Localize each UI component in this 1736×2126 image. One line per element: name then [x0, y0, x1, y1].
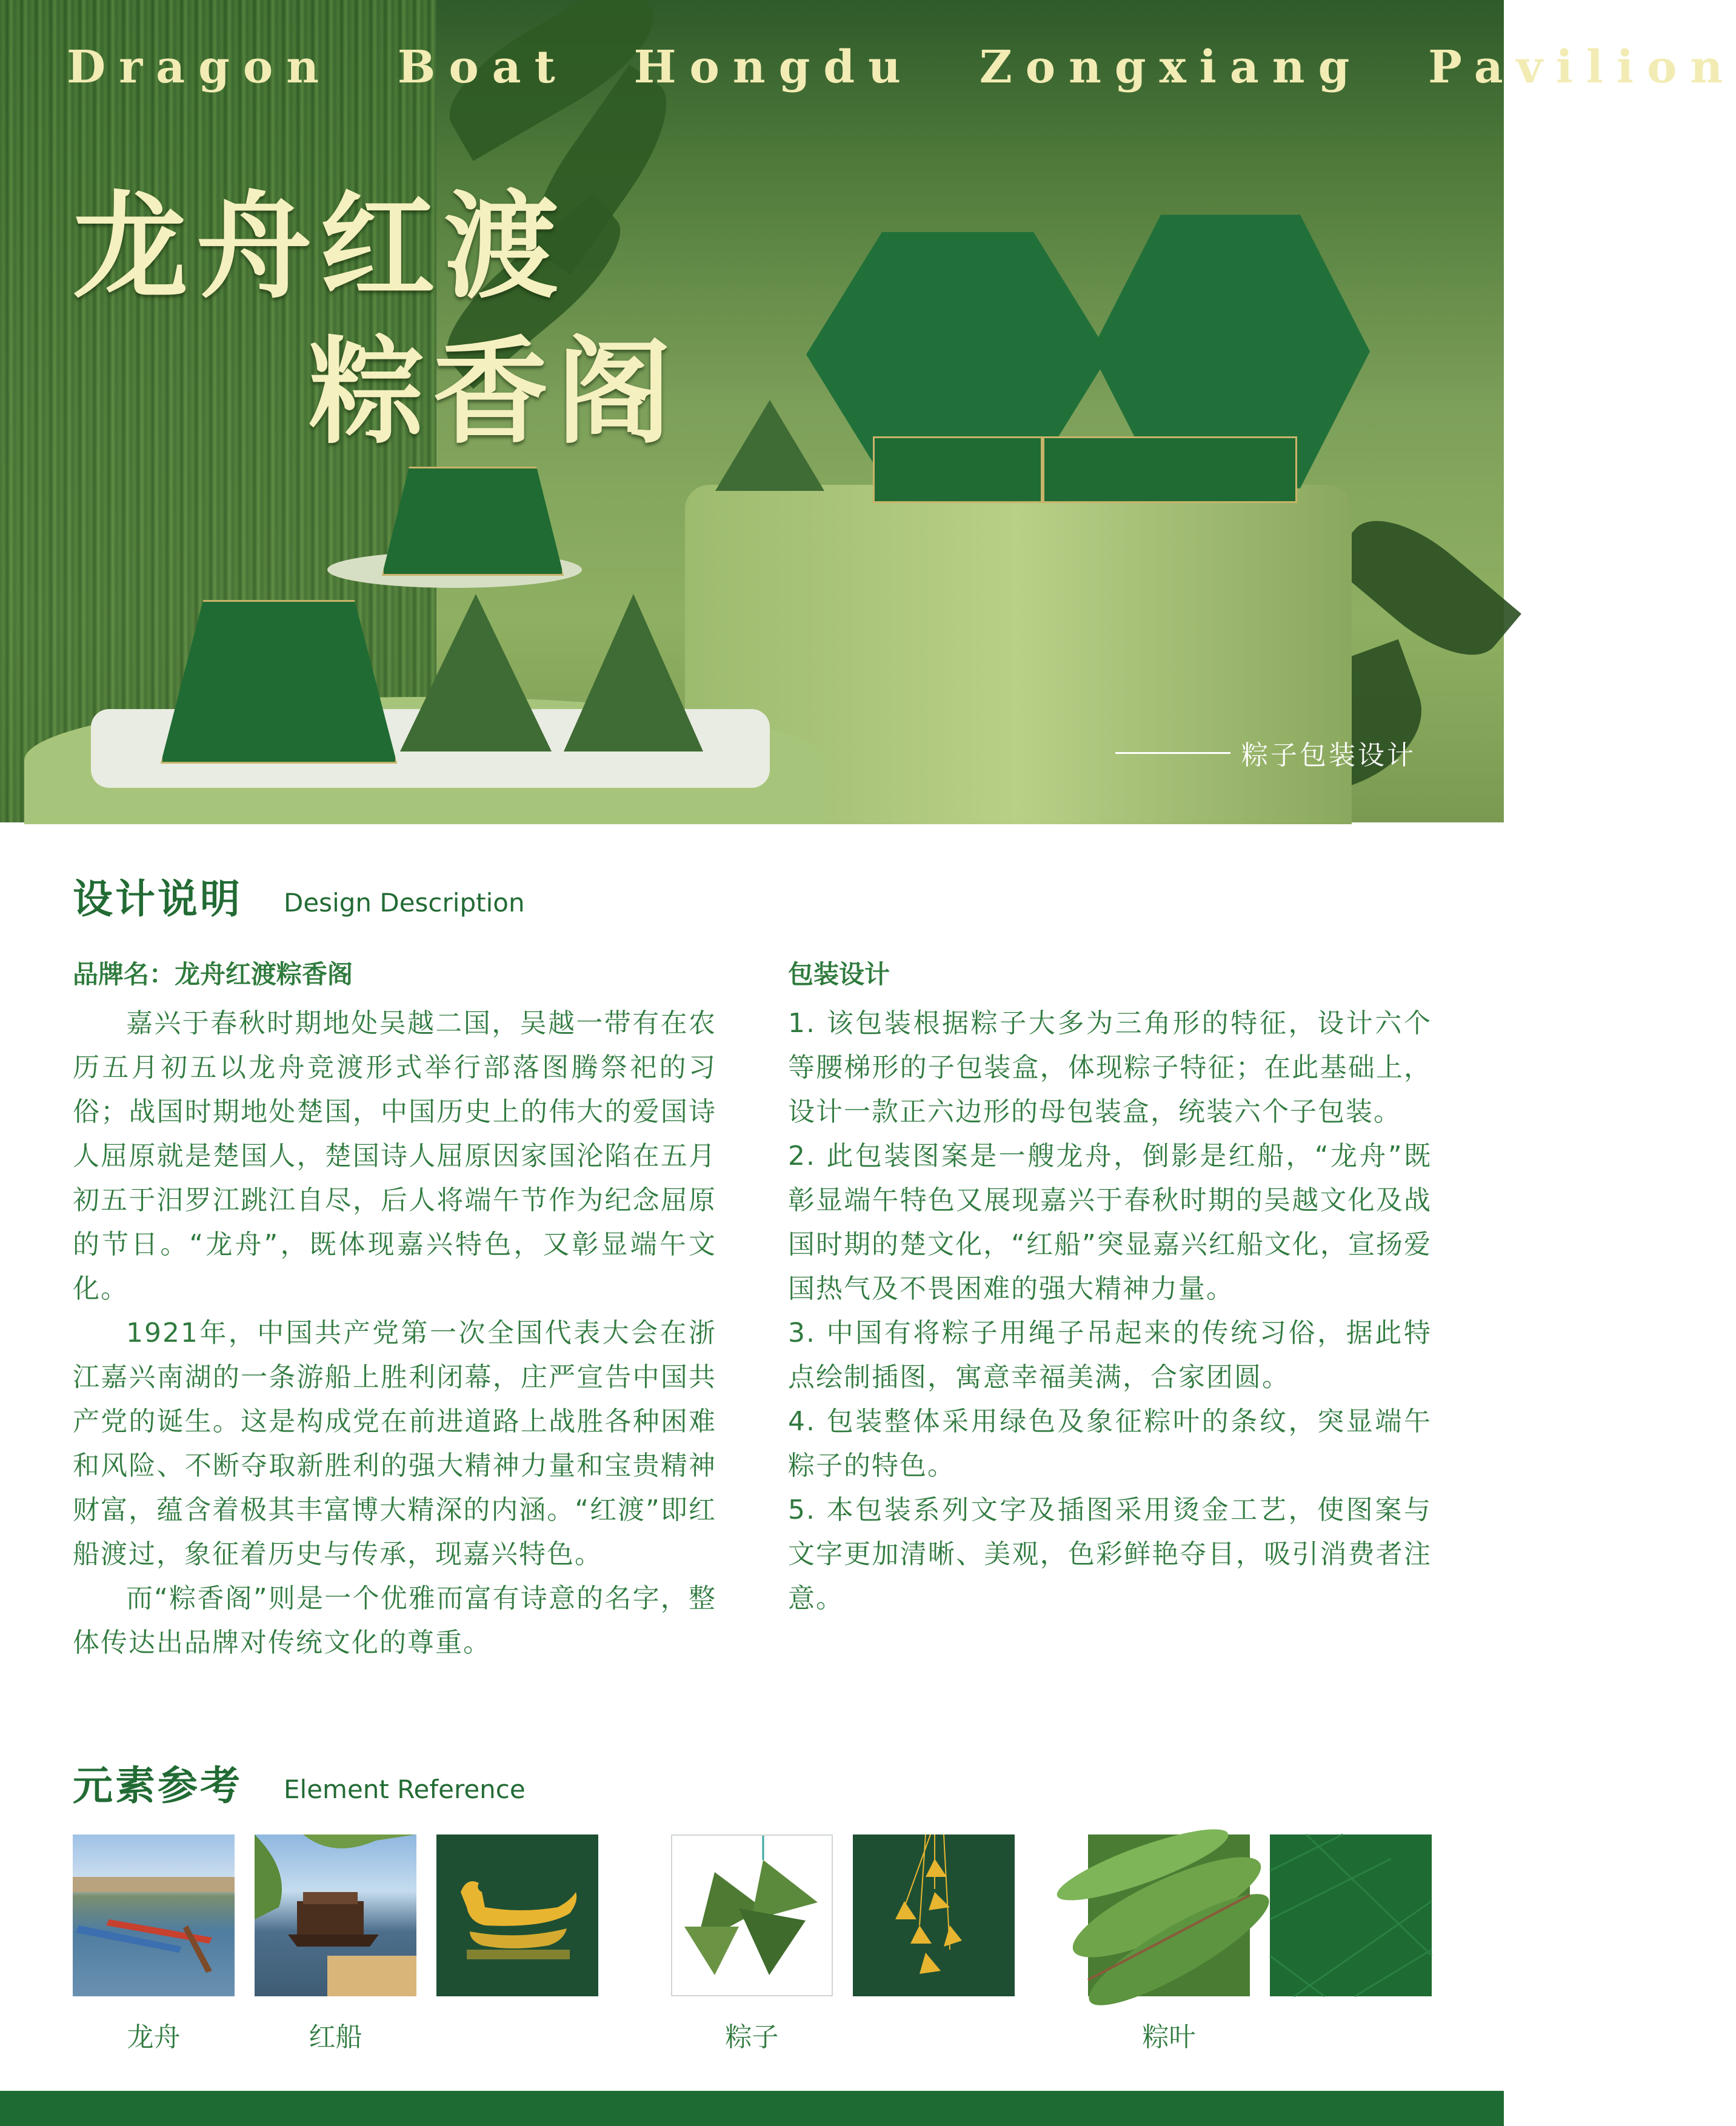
footer-bar	[0, 2091, 1504, 2126]
red-boat-image	[255, 1834, 416, 1996]
packaging-description	[788, 1001, 1432, 1621]
dragon-boat-photo	[73, 1834, 235, 1996]
brand-description	[73, 1001, 716, 1665]
label-zongzi: 粽子	[725, 2022, 779, 2053]
design-heading: 设计说明	[73, 876, 242, 922]
stripe-pattern-icon	[1270, 1834, 1432, 1996]
element-heading-en: Element Reference	[284, 1774, 526, 1804]
label-zong-leaf: 粽叶	[1142, 2022, 1196, 2053]
hero-title-line1: 龙舟红渡	[73, 179, 568, 314]
brand-paragraph: 嘉兴于春秋时期地处吴越二国，吴越一带有在农历五月初五以龙舟竞渡形式举行部落图腾祭祀的习俗；战国时期地处楚国，中国历史上的伟大的爱国诗人屈原就是楚国人，楚国诗人屈原因家国沦陷在五月初五于汨罗江跳江自尽，后人将端午节作为纪念屈原的节日。“龙舟”，既体现嘉兴特色，又彰显端午文化。	[73, 1008, 716, 1304]
hero-caption-group	[1115, 733, 1416, 772]
packaging-item: 4. 包装整体采用绿色及象征粽叶的条纹，突显端午粽子的特色。	[788, 1406, 1432, 1481]
label-dragon-boat: 龙舟	[127, 2022, 181, 2053]
zongzi	[564, 594, 703, 751]
dragon-boat-icon	[436, 1834, 598, 1996]
element-heading: 元素参考	[73, 1762, 242, 1809]
trapezoid-box	[382, 467, 564, 576]
plant-leaf	[1327, 497, 1521, 679]
small-box	[1043, 436, 1297, 503]
zongzi-photo	[671, 1834, 833, 1996]
design-heading-en: Design Description	[284, 888, 525, 918]
dragon-boat-image	[73, 1834, 235, 1996]
packaging-heading: 包装设计	[788, 959, 890, 989]
caption-rule	[1115, 752, 1230, 754]
hero-title-line2: 粽香阁	[309, 324, 681, 459]
leaf-stripe-pattern	[1270, 1834, 1432, 1996]
brand-heading: 品牌名：龙舟红渡粽香阁	[73, 959, 353, 989]
zongzi	[715, 400, 824, 491]
packaging-item: 5. 本包装系列文字及插图采用烫金工艺，使图案与文字更加清晰、美观，色彩鲜艳夺目，吸引消费者注意。	[788, 1495, 1432, 1614]
hero-banner	[0, 0, 1736, 822]
packaging-item: 3. 中国有将粽子用绳子吊起来的传统习俗，据此特点绘制插图，寓意幸福美满，合家团圆。	[788, 1318, 1432, 1393]
small-box	[873, 436, 1043, 503]
hanging-zongzi-icon	[853, 1834, 1015, 1996]
hero-caption: 粽子包装设计	[1241, 740, 1416, 771]
brand-paragraph: 1921年，中国共产党第一次全国代表大会在浙江嘉兴南湖的一条游船上胜利闭幕，庄严宣告中国共产党的诞生。这是构成党在前进道路上战胜各种困难和风险、不断夺取新胜利的强大精神力量和宝贵精神财富，蕴含着极其丰富博大精深的内涵。“红渡”即红船渡过，象征着历史与传承，现嘉兴特色。	[73, 1318, 716, 1570]
packaging-item: 2. 此包装图案是一艘龙舟，倒影是红船，“龙舟”既彰显端午特色又展现嘉兴于春秋时期的吴越文化及战国时期的楚文化，“红船”突显嘉兴红船文化，宣扬爱国热气及不畏困难的强大精神力量。	[788, 1141, 1432, 1304]
zong-leaf-photo	[1088, 1834, 1250, 1996]
hanging-zongzi-illustration	[853, 1834, 1015, 1996]
zongzi-image	[672, 1836, 834, 1998]
zong-leaf-image	[1088, 1834, 1250, 1996]
label-red-boat: 红船	[309, 2022, 362, 2053]
packaging-item: 1. 该包装根据粽子大多为三角形的特征，设计六个等腰梯形的子包装盒，体现粽子特征；在此基础上，设计一款正六边形的母包装盒，统装六个子包装。	[788, 1008, 1432, 1127]
brand-paragraph: 而“粽香阁”则是一个优雅而富有诗意的名字，整体传达出品牌对传统文化的尊重。	[73, 1583, 716, 1658]
dragon-boat-illustration	[436, 1834, 598, 1996]
red-boat-photo	[255, 1834, 416, 1996]
hero-title-english: Dragon Boat Hongdu Zongxiang Pavilion	[67, 41, 1736, 93]
